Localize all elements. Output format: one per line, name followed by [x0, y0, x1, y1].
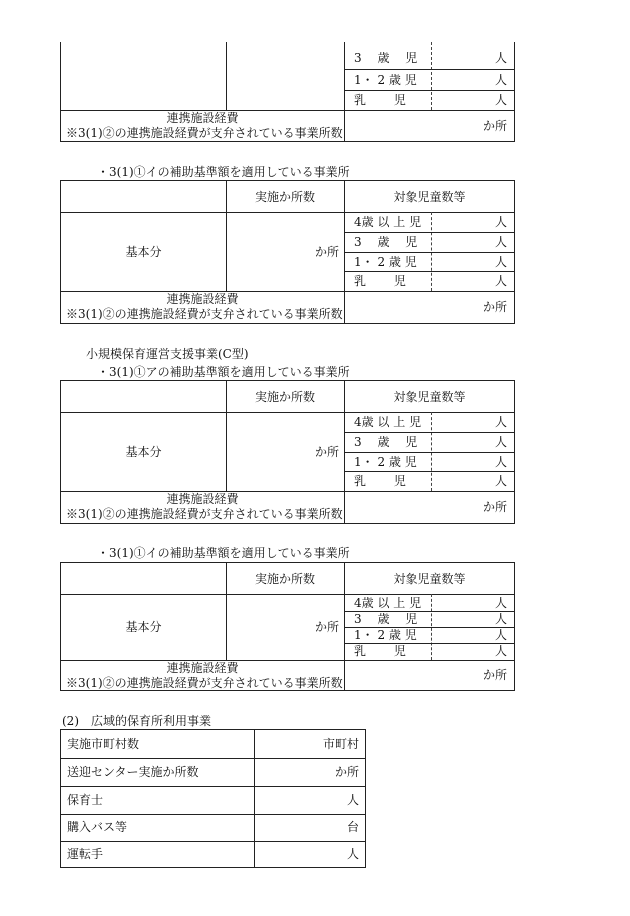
- unit-person: 人: [494, 215, 507, 229]
- unit-person: 人: [494, 474, 507, 488]
- table-carryover: [60, 42, 515, 142]
- unit-person: 人: [494, 235, 507, 249]
- row-label-age12: 1・ 2 歳 児: [354, 255, 417, 269]
- basic-label: 基本分: [125, 445, 162, 459]
- link-facility-label: 連携施設経費: [166, 661, 239, 675]
- unit-person: 人: [494, 415, 507, 429]
- heading-c-i: ・3(1)①イの補助基準額を適用している事業所: [97, 546, 350, 560]
- unit-person: 人: [346, 847, 359, 861]
- link-facility-note: ※3(1)②の連携施設経費が支弁されている事業所数: [66, 507, 343, 521]
- link-facility-note: ※3(1)②の連携施設経費が支弁されている事業所数: [66, 126, 343, 140]
- row-label-age3: 3 歳 児: [354, 51, 418, 65]
- row-label-nursery-teacher: 保育士: [67, 793, 104, 807]
- heading-a-i: ・3(1)①イの補助基準額を適用している事業所: [97, 165, 350, 179]
- header-children: 対象児童数等: [393, 190, 466, 204]
- unit-person: 人: [494, 93, 507, 107]
- row-label-infant: 乳 児: [354, 644, 406, 658]
- basic-label: 基本分: [125, 620, 162, 634]
- unit-person: 人: [494, 455, 507, 469]
- link-facility-note: ※3(1)②の連携施設経費が支弁されている事業所数: [66, 676, 343, 690]
- row-label-age3: 3 歳 児: [354, 235, 418, 249]
- unit-place: か所: [482, 668, 507, 682]
- unit-place: か所: [314, 445, 339, 459]
- unit-person: 人: [494, 73, 507, 87]
- unit-place: か所: [482, 119, 507, 133]
- row-label-centers: 送迎センター実施か所数: [67, 765, 199, 779]
- row-label-driver: 運転手: [67, 847, 104, 861]
- row-label-over4: 4歳 以 上 児: [354, 215, 422, 229]
- header-children: 対象児童数等: [393, 390, 466, 404]
- row-label-over4: 4歳 以 上 児: [354, 596, 422, 610]
- header-count: 実施か所数: [254, 190, 315, 204]
- row-label-infant: 乳 児: [354, 93, 406, 107]
- row-label-over4: 4歳 以 上 児: [354, 415, 422, 429]
- unit-person: 人: [494, 51, 507, 65]
- row-label-age12: 1・ 2 歳 児: [354, 455, 417, 469]
- link-facility-label: 連携施設経費: [166, 492, 239, 506]
- unit-place: か所: [334, 765, 359, 779]
- unit-person: 人: [494, 596, 507, 610]
- link-facility-note: ※3(1)②の連携施設経費が支弁されている事業所数: [66, 307, 343, 321]
- row-label-infant: 乳 児: [354, 274, 406, 288]
- row-label-infant: 乳 児: [354, 474, 406, 488]
- unit-place: か所: [482, 500, 507, 514]
- unit-vehicle: 台: [346, 820, 359, 834]
- header-count: 実施か所数: [254, 572, 315, 586]
- table-c-i: [60, 562, 515, 691]
- header-count: 実施か所数: [254, 390, 315, 404]
- unit-person: 人: [494, 274, 507, 288]
- link-facility-label: 連携施設経費: [166, 111, 239, 125]
- unit-person: 人: [494, 628, 507, 642]
- header-children: 対象児童数等: [393, 572, 466, 586]
- link-facility-label: 連携施設経費: [166, 292, 239, 306]
- table-a-i: [60, 180, 515, 324]
- row-label-bus: 購入バス等: [67, 820, 128, 834]
- heading-wide: (2) 広域的保育所利用事業: [62, 714, 211, 728]
- heading-c-a: ・3(1)①アの補助基準額を適用している事業所: [97, 365, 350, 379]
- row-label-age12: 1・ 2 歳 児: [354, 628, 417, 642]
- table-wide: [60, 729, 366, 868]
- heading-section-c: 小規模保育運営支援事業(C型): [86, 347, 249, 361]
- table-c-a: [60, 380, 515, 524]
- unit-person: 人: [494, 255, 507, 269]
- row-label-municipalities: 実施市町村数: [67, 737, 140, 751]
- unit-municipality: 市町村: [322, 737, 359, 751]
- unit-person: 人: [494, 435, 507, 449]
- row-label-age12: 1・ 2 歳 児: [354, 73, 417, 87]
- unit-place: か所: [314, 620, 339, 634]
- unit-person: 人: [494, 612, 507, 626]
- basic-label: 基本分: [125, 245, 162, 259]
- row-label-age3: 3 歳 児: [354, 435, 418, 449]
- unit-place: か所: [314, 245, 339, 259]
- unit-place: か所: [482, 300, 507, 314]
- unit-person: 人: [494, 644, 507, 658]
- unit-person: 人: [346, 793, 359, 807]
- row-label-age3: 3 歳 児: [354, 612, 418, 626]
